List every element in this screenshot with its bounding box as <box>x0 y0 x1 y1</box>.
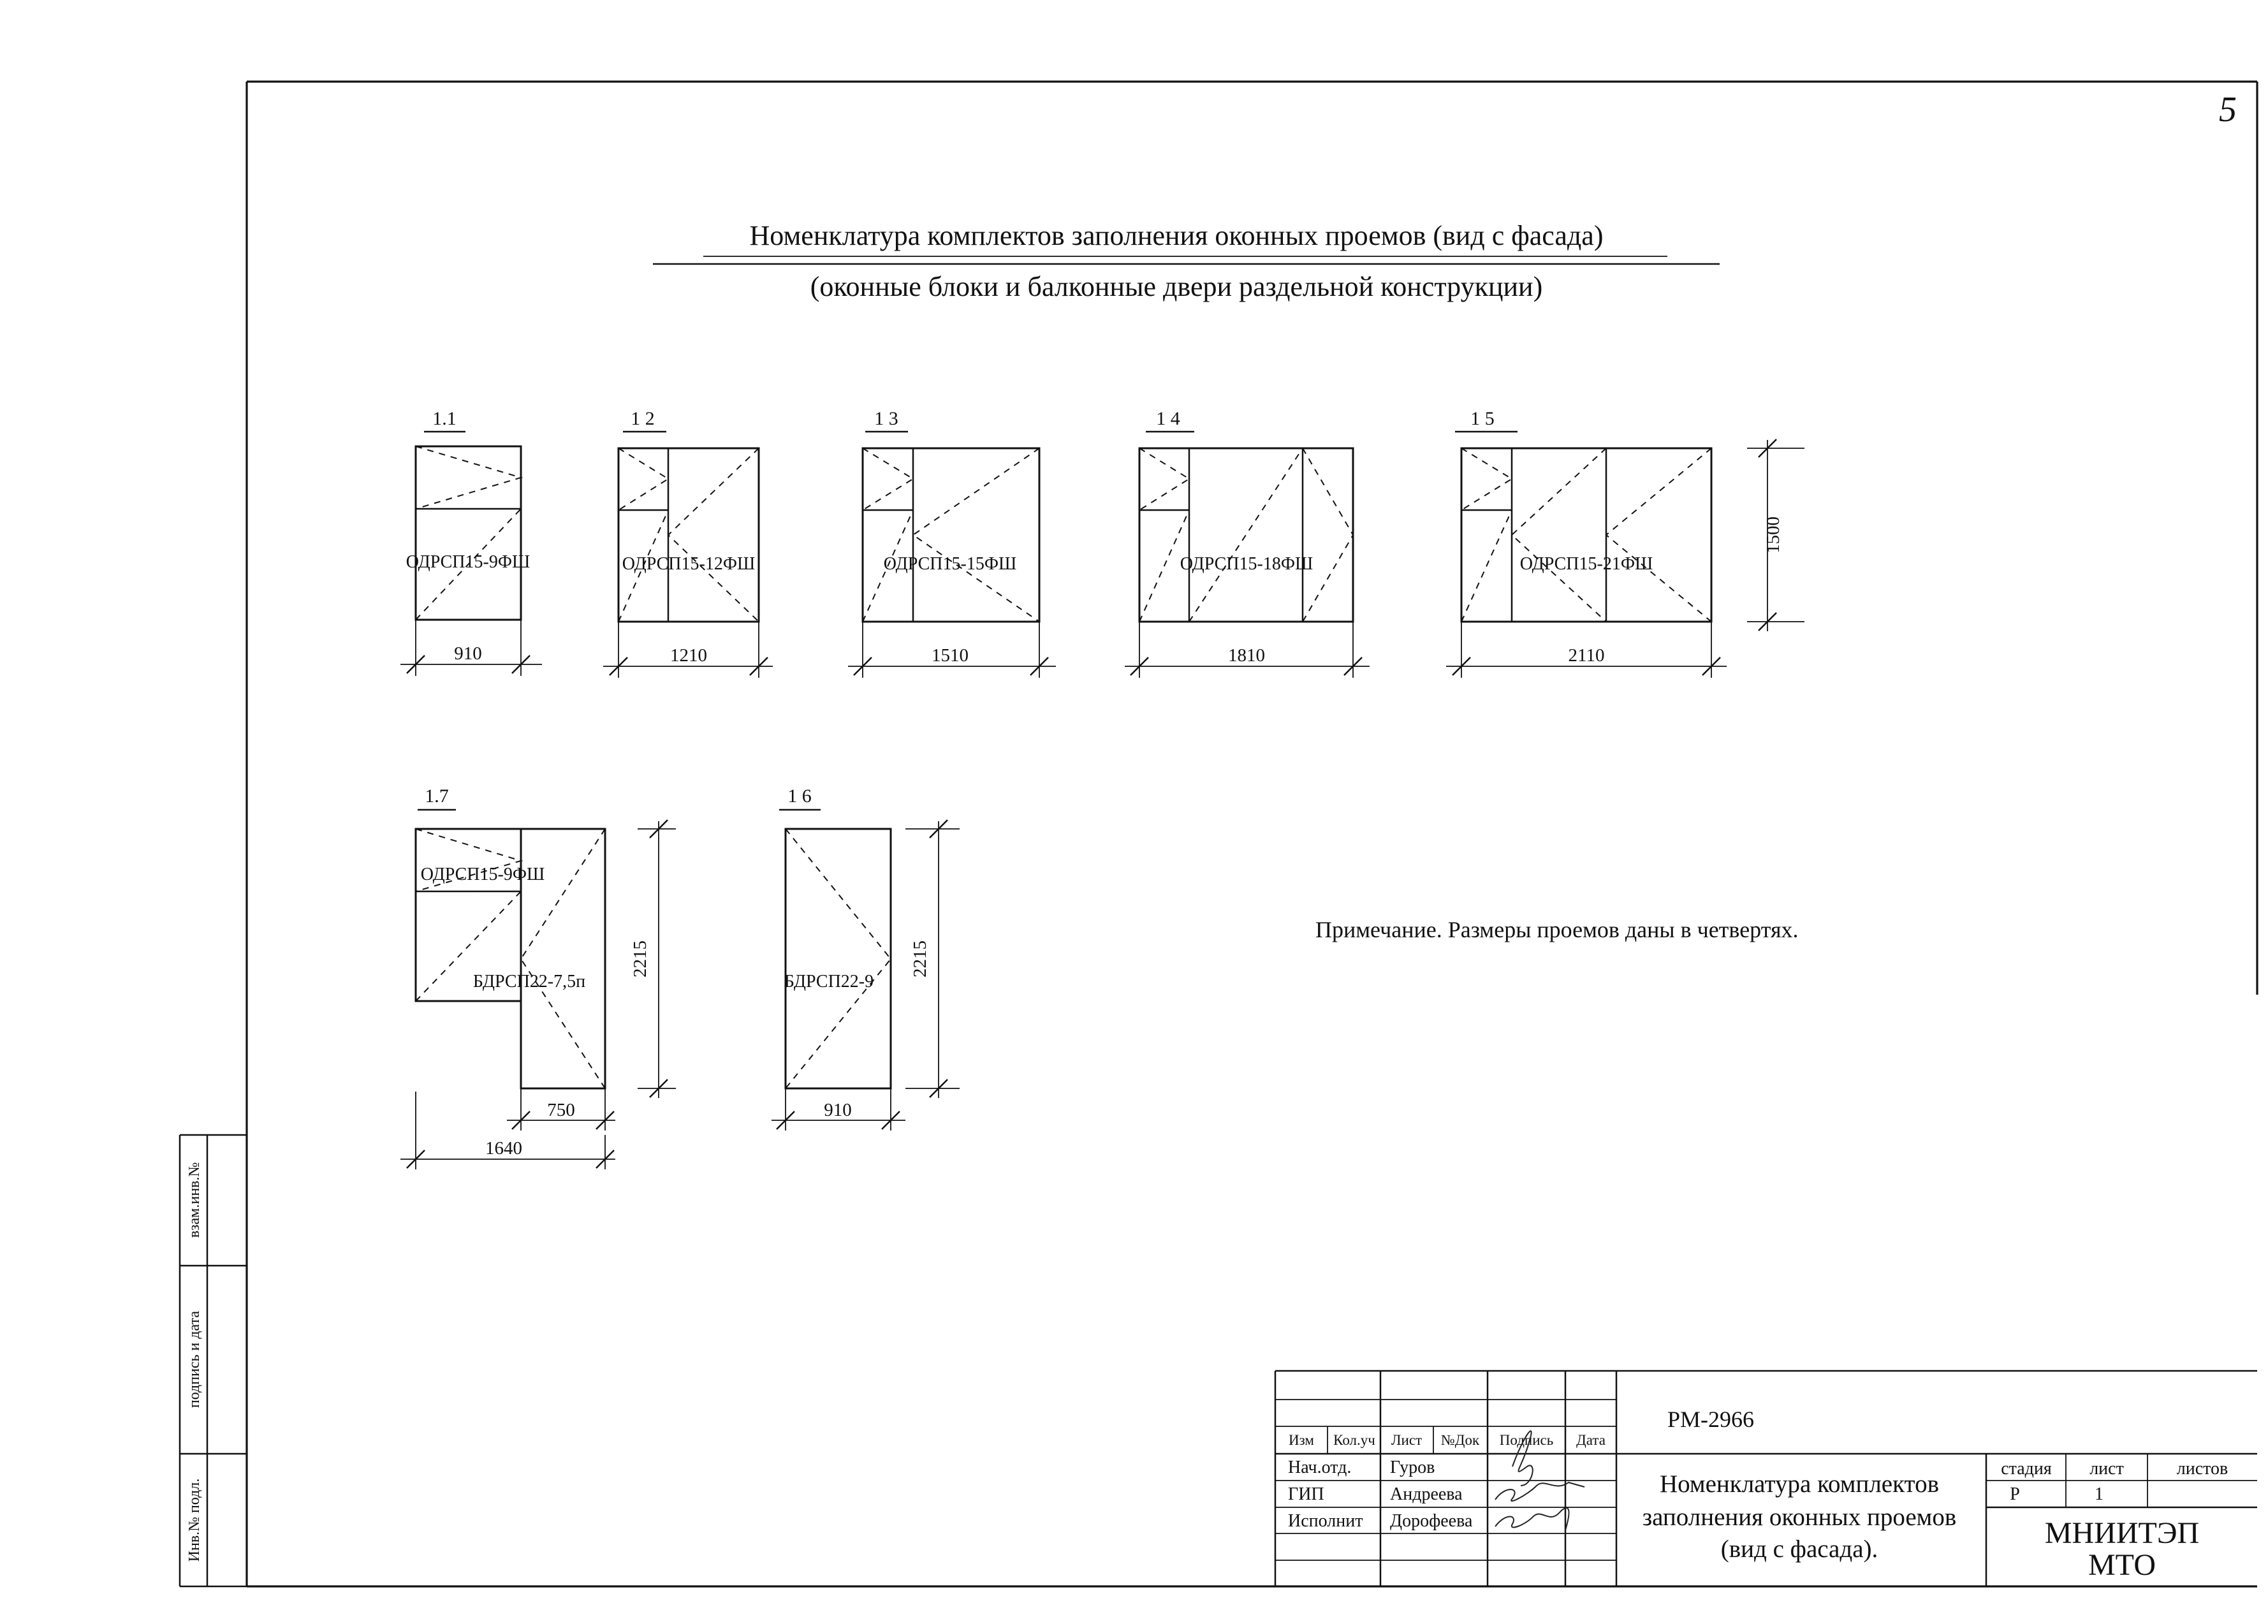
item-label: 1.7 <box>425 786 449 807</box>
height-dimension-windows <box>1747 439 1804 631</box>
drawing-title <box>653 220 1720 302</box>
door-width-dimension <box>507 1088 615 1130</box>
tb-header-data: Дата <box>1576 1432 1606 1448</box>
width-value: 910 <box>824 1100 852 1120</box>
tb-header-izm: Изм <box>1289 1432 1314 1448</box>
tb-organization-line2: МТО <box>2088 1548 2156 1582</box>
width-dimension <box>772 1088 905 1130</box>
window-mark: ОДРСП15-18ФШ <box>1180 554 1313 574</box>
window-item-1-5 <box>1446 408 1804 678</box>
tb-role-head: Нач.отд. <box>1288 1458 1352 1477</box>
window-mark: ОДРСП15-15ФШ <box>883 554 1017 574</box>
tb-sheet-label: лист <box>2089 1459 2124 1479</box>
width-value: 1210 <box>670 645 707 666</box>
width-value: 750 <box>547 1100 575 1120</box>
tb-organization-line1: МНИИТЭП <box>2044 1516 2200 1550</box>
window-mark: ОДРСП15-9ФШ <box>406 552 530 572</box>
tb-role-executor: Исполнит <box>1288 1511 1363 1531</box>
window-mark: ОДРСП15-21ФШ <box>1519 554 1653 574</box>
width-dimension <box>603 622 773 678</box>
tb-header-ndoc: №Док <box>1440 1432 1480 1448</box>
height-value: 2215 <box>910 940 930 977</box>
height-value: 2215 <box>630 940 650 977</box>
tb-document-name-line3: (вид с фасада). <box>1720 1535 1878 1563</box>
door-mark: БДРСП22-9 <box>784 972 874 991</box>
tb-name-head: Гуров <box>1390 1458 1435 1477</box>
tb-stage-value: Р <box>2010 1484 2020 1504</box>
side-field-original-inv: Инв.№ подл. <box>186 1478 203 1562</box>
tb-header-kol: Кол.уч <box>1333 1432 1375 1448</box>
tb-document-code: РМ-2966 <box>1667 1407 1755 1432</box>
tb-name-gip: Андреева <box>1390 1484 1463 1504</box>
window-item-1-4 <box>1125 408 1370 678</box>
window-item-1-2 <box>603 408 773 678</box>
width-value: 1640 <box>485 1138 522 1159</box>
door-mark: БДРСП22-7,5п <box>472 972 586 991</box>
tb-header-list: Лист <box>1391 1432 1423 1448</box>
subtitle-text: (оконные блоки и балконные двери раздельной конструкции) <box>810 271 1543 302</box>
item-label: 1 6 <box>787 786 812 807</box>
window-item-1-3 <box>848 408 1056 678</box>
sheet-border <box>247 82 2257 1586</box>
tb-header-podp: Подпись <box>1499 1432 1554 1448</box>
tb-sheets-label: листов <box>2176 1459 2228 1479</box>
item-label: 1 2 <box>631 408 655 429</box>
window-door-item-1-7 <box>400 786 676 1169</box>
side-field-signature-date: подпись и дата <box>186 1310 203 1408</box>
tb-document-name-line1: Номенклатура комплектов <box>1659 1470 1940 1498</box>
page-number: 5 <box>2219 90 2237 129</box>
width-dimension <box>400 620 542 676</box>
side-field-replacement-inv: взам.инв.№ <box>186 1162 203 1238</box>
door-height-dimension <box>630 820 676 1098</box>
window-mark: ОДРСП15-9ФШ <box>420 865 545 884</box>
tb-stage-label: стадия <box>2001 1459 2052 1479</box>
title-block <box>1275 1371 2257 1586</box>
item-label: 1 4 <box>1156 408 1180 429</box>
window-item-1-1 <box>400 408 542 676</box>
width-value: 910 <box>454 643 482 664</box>
tb-document-name-line2: заполнения оконных проемов <box>1642 1503 1957 1531</box>
tb-name-executor: Дорофеева <box>1390 1511 1473 1531</box>
door-item-1-6 <box>772 786 960 1130</box>
width-dimension <box>1125 622 1370 678</box>
total-width-dimension <box>400 1092 615 1169</box>
window-mark: ОДРСП15-12ФШ <box>622 554 756 574</box>
item-label: 1 5 <box>1470 408 1495 429</box>
width-value: 1510 <box>932 645 969 666</box>
tb-sheet-value: 1 <box>2095 1484 2103 1504</box>
item-label: 1 3 <box>874 408 898 429</box>
tb-role-gip: ГИП <box>1288 1484 1324 1504</box>
note-text: Примечание. Размеры проемов даны в четвертях. <box>1315 917 1799 942</box>
door-height-dimension <box>905 820 960 1098</box>
title-text: Номенклатура комплектов заполнения оконных проемов (вид с фасада) <box>749 220 1604 251</box>
width-dimension <box>1446 622 1727 678</box>
item-label: 1.1 <box>432 408 457 429</box>
width-value: 1810 <box>1228 645 1265 666</box>
height-value: 1500 <box>1763 516 1783 553</box>
width-value: 2110 <box>1568 645 1605 666</box>
side-stamp <box>180 1135 247 1586</box>
width-dimension <box>848 622 1056 678</box>
